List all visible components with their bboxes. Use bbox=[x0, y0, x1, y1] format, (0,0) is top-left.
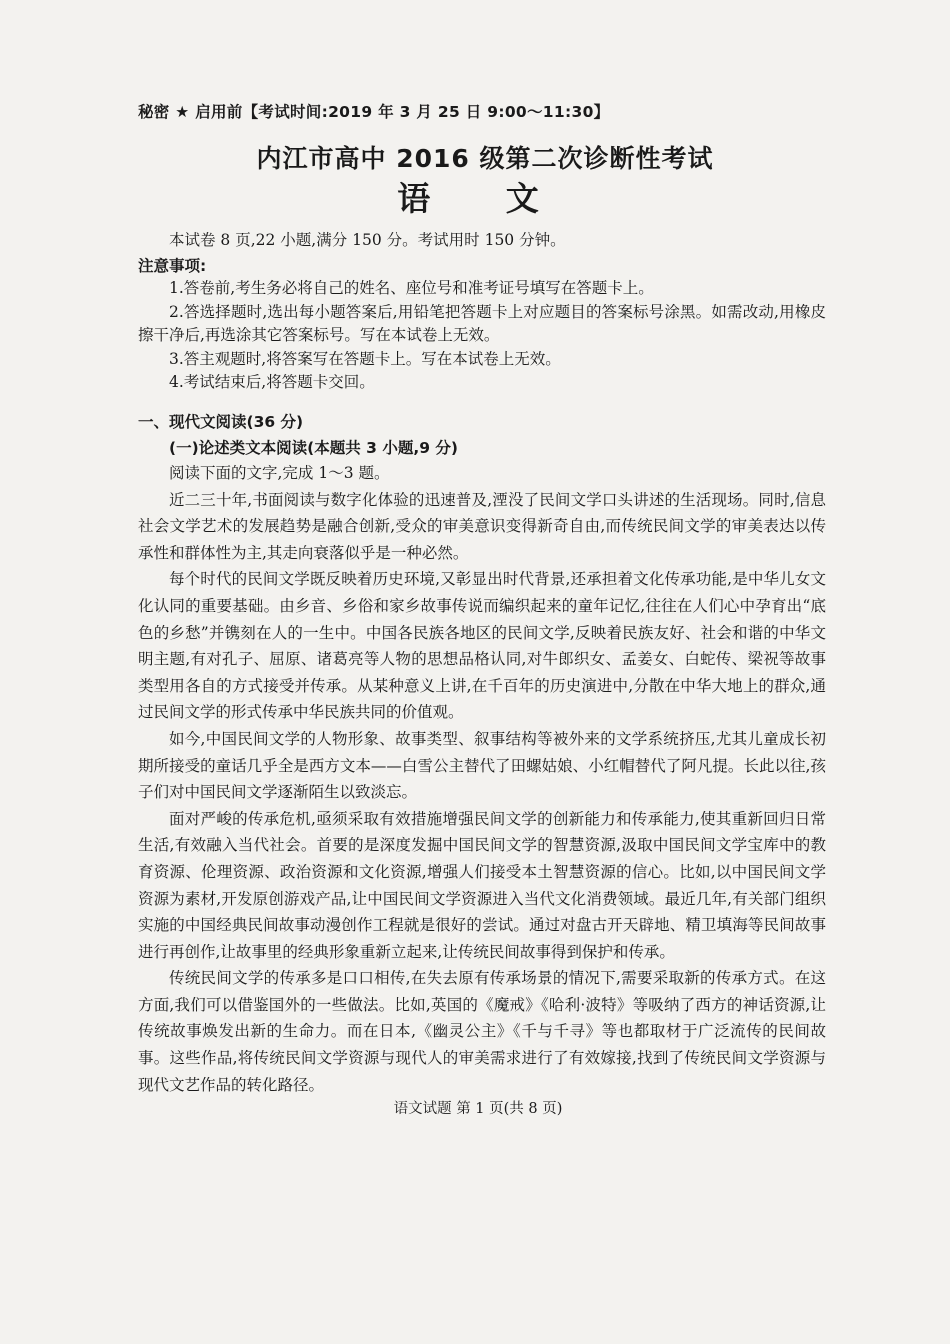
reading-instruction: 阅读下面的文字,完成 1～3 题。 bbox=[169, 464, 390, 482]
passage-paragraph: 传统民间文学的传承多是口口相传,在失去原有传承场景的情况下,需要采取新的传承方式。在这方面,我们可以借鉴国外的一些做法。比如,英国的《魔戒》《哈利·波特》等吸纳了西方的神话资源,让传统故事焕发出新的生命力。而在日本,《幽灵公主》《千与千寻》等也都取材于广泛流传的民间故事。这些作品,将传统民间文学资源与现代人的审美需求进行了有效嫁接,找到了传统民间文学资源与现代文艺作品的转化路径。 bbox=[138, 969, 826, 1094]
passage-paragraph: 面对严峻的传承危机,亟须采取有效措施增强民间文学的创新能力和传承能力,使其重新回归日常生活,有效融入当代社会。首要的是深度发掘中国民间文学的智慧资源,汲取中国民间文学宝库中的教育资源、伦理资源、政治资源和文化资源,增强人们接受本土智慧资源的信心。比如,以中国民间文学资源为素材,开发原创游戏产品,让中国民间文学资源进入当代文化消费领域。最近几年,有关部门组织实施的中国经典民间故事动漫创作工程就是很好的尝试。通过对盘古开天辟地、精卫填海等民间故事进行再创作,让故事里的经典形象重新立起来,让传统民间故事得到保护和传承。 bbox=[138, 809, 826, 961]
page-footer: 语文试题 第 1 页(共 8 页) bbox=[393, 1101, 563, 1117]
note-item: 1.答卷前,考生务必将自己的姓名、座位号和准考证号填写在答题卡上。 bbox=[169, 279, 654, 297]
subject-title: 语 文 bbox=[397, 179, 571, 218]
exam-info bbox=[138, 227, 826, 254]
passage-paragraph: 每个时代的民间文学既反映着历史环境,又彰显出时代背景,还承担着文化传承功能,是中华儿女文化认同的重要基础。由乡音、乡俗和家乡故事传说而编织起来的童年记忆,往往在人们心中孕育出“底色的乡愁”并镌刻在人的一生中。中国各民族各地区的民间文学,反映着民族友好、社会和谐的中华文明主题,有对孔子、屈原、诸葛亮等人物的思想品格认同,对牛郎织女、孟姜女、白蛇传、梁祝等故事类型用各自的方式接受并传承。从某种意义上讲,在千百年的历史演进中,分散在中华大地上的群众,通过民间文学的形式传承中华民族共同的价值观。 bbox=[138, 570, 826, 722]
exam-info-text: 本试卷 8 页,22 小题,满分 150 分。考试用时 150 分钟。 bbox=[169, 231, 566, 249]
passage-paragraph: 如今,中国民间文学的人物形象、故事类型、叙事结构等被外来的文学系统挤压,尤其儿童成长初期所接受的童话几乎全是西方文本——白雪公主替代了田螺姑娘、小红帽替代了阿凡提。长此以往,孩子们对中国民间文学逐渐陌生以致淡忘。 bbox=[138, 729, 826, 802]
confidential-notice: 秘密 ★ 启用前【考试时间:2019 年 3 月 25 日 9:00～11:30】 bbox=[138, 103, 610, 121]
note-item: 4.考试结束后,将答题卡交回。 bbox=[169, 373, 375, 391]
exam-title: 内江市高中 2016 级第二次诊断性考试 bbox=[256, 144, 714, 173]
notes-heading: 注意事项: bbox=[138, 257, 207, 275]
note-item: 2.答选择题时,选出每小题答案后,用铅笔把答题卡上对应题目的答案标号涂黑。如需改动,用橡皮擦干净后,再选涂其它答案标号。写在本试卷上无效。 bbox=[138, 302, 826, 344]
passage-paragraph: 近二三十年,书面阅读与数字化体验的迅速普及,湮没了民间文学口头讲述的生活现场。同时,信息社会文学艺术的发展趋势是融合创新,受众的审美意识变得新奇自由,而传统民间文学的审美表达以传承性和群体性为主,其走向衰落似乎是一种必然。 bbox=[138, 490, 826, 562]
notes-list bbox=[138, 277, 826, 395]
note-item: 3.答主观题时,将答案写在答题卡上。写在本试卷上无效。 bbox=[169, 349, 561, 368]
reading-passage bbox=[138, 460, 826, 1098]
section-heading: 一、现代文阅读(36 分) bbox=[138, 413, 304, 431]
subsection-heading: (一)论述类文本阅读(本题共 3 小题,9 分) bbox=[169, 439, 458, 457]
